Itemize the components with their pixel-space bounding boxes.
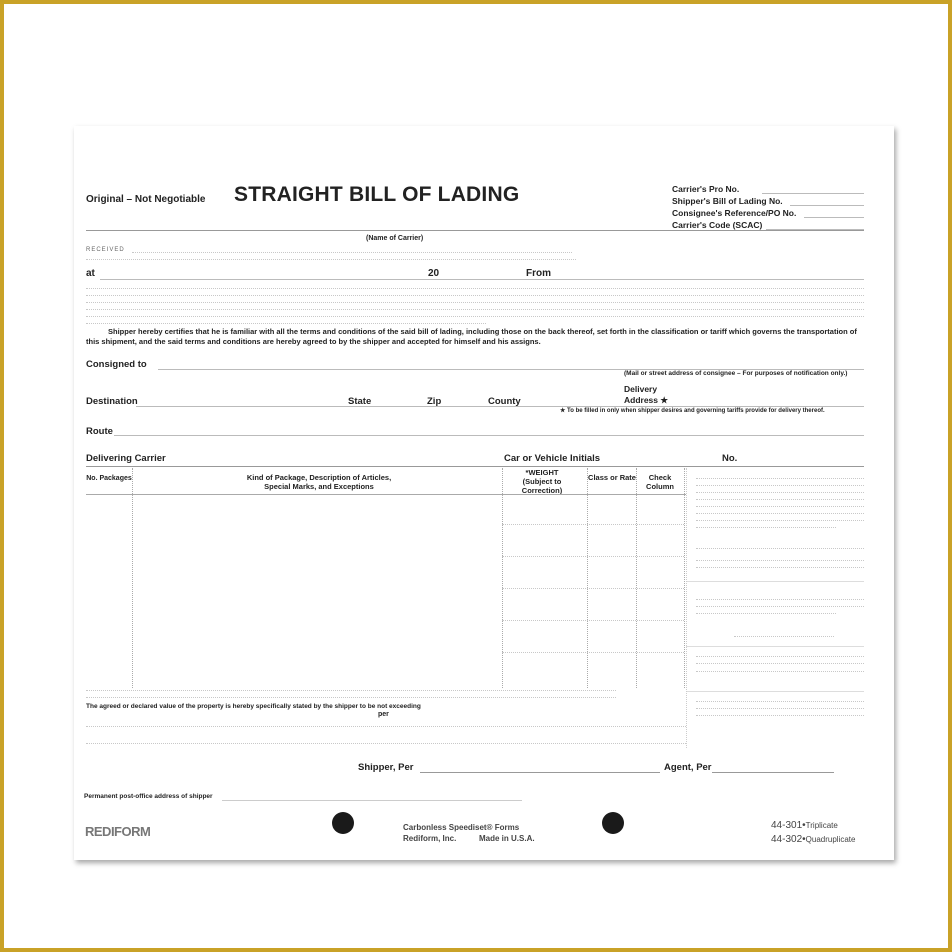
year-label: 20 [428, 268, 440, 279]
consignee-reference-label: Consignee's Reference/PO No. [672, 208, 797, 218]
received-label: RECEIVED [86, 247, 125, 253]
carriers-pro-label: Carrier's Pro No. [672, 184, 740, 194]
agent-per-label: Agent, Per [664, 762, 712, 773]
original-label: Original – Not Negotiable [86, 194, 206, 205]
code-triplicate-number: 44-301 [771, 820, 803, 831]
mail-address-note: (Mail or street address of consignee – For purposes of notification only.) [624, 370, 848, 377]
at-label: at [86, 268, 95, 279]
binding-hole-right [602, 812, 624, 834]
declared-per-label: per [378, 711, 389, 718]
destination-label: Destination [86, 396, 138, 407]
name-of-carrier-label: (Name of Carrier) [366, 235, 424, 242]
code-quadruplicate-type: Quadruplicate [805, 835, 856, 844]
col-packages-header: No. Packages [86, 475, 132, 482]
col-weight-header: *WEIGHT (Subject to Correction) [521, 468, 563, 495]
col-class-header: Class or Rate [588, 473, 636, 482]
car-vehicle-initials-label: Car or Vehicle Initials [504, 453, 601, 464]
permanent-address-label: Permanent post-office address of shipper [84, 793, 213, 800]
from-label: From [526, 268, 551, 279]
form-code-quadruplicate: 44-302•Quadruplicate [771, 834, 856, 845]
col-kind-header: Kind of Package, Description of Articles, Special Marks, and Exceptions [246, 473, 392, 491]
delivering-carrier-label: Delivering Carrier [86, 453, 166, 464]
state-label: State [348, 396, 372, 407]
certification-text: Shipper hereby certifies that he is familiar with all the terms and conditions of the said bill of lading, including those on the back thereof, set forth in the classification or tariff which governs the transportation of this shipment, and the said terms and conditions are hereby agreed to by the shipper and accepted for himself and his assigns. [86, 327, 857, 346]
code-triplicate-type: Triplicate [805, 821, 838, 830]
bill-of-lading-form [74, 126, 894, 860]
binding-hole-left [332, 812, 354, 834]
route-label: Route [86, 426, 113, 437]
form-title: STRAIGHT BILL OF LADING [234, 183, 520, 206]
delivery-address-label: Delivery Address ★ [624, 384, 668, 405]
carriers-code-label: Carrier's Code (SCAC) [672, 220, 763, 230]
company-label: Rediform, Inc. [403, 834, 457, 843]
zip-label: Zip [427, 396, 442, 407]
county-label: County [488, 396, 521, 407]
shipper-bol-label: Shipper's Bill of Lading No. [672, 196, 783, 206]
delivery-filled-note: ★ To be filled in only when shipper desires and governing tariffs provide for delivery thereof. [560, 408, 825, 414]
declared-value-text: The agreed or declared value of the property is hereby specifically stated by the shipper to be not exceeding [86, 703, 421, 710]
form-code-triplicate: 44-301•Triplicate [771, 820, 838, 831]
shipper-per-label: Shipper, Per [358, 762, 414, 773]
vehicle-number-label: No. [722, 453, 738, 464]
rediform-logo: REDIFORM [85, 824, 151, 839]
made-in-label: Made in U.S.A. [479, 834, 535, 843]
col-check-header: Check Column [646, 473, 674, 491]
speediset-label: Carbonless Speediset® Forms [403, 823, 520, 832]
consigned-to-label: Consigned to [86, 359, 147, 370]
code-quadruplicate-number: 44-302 [771, 834, 803, 845]
